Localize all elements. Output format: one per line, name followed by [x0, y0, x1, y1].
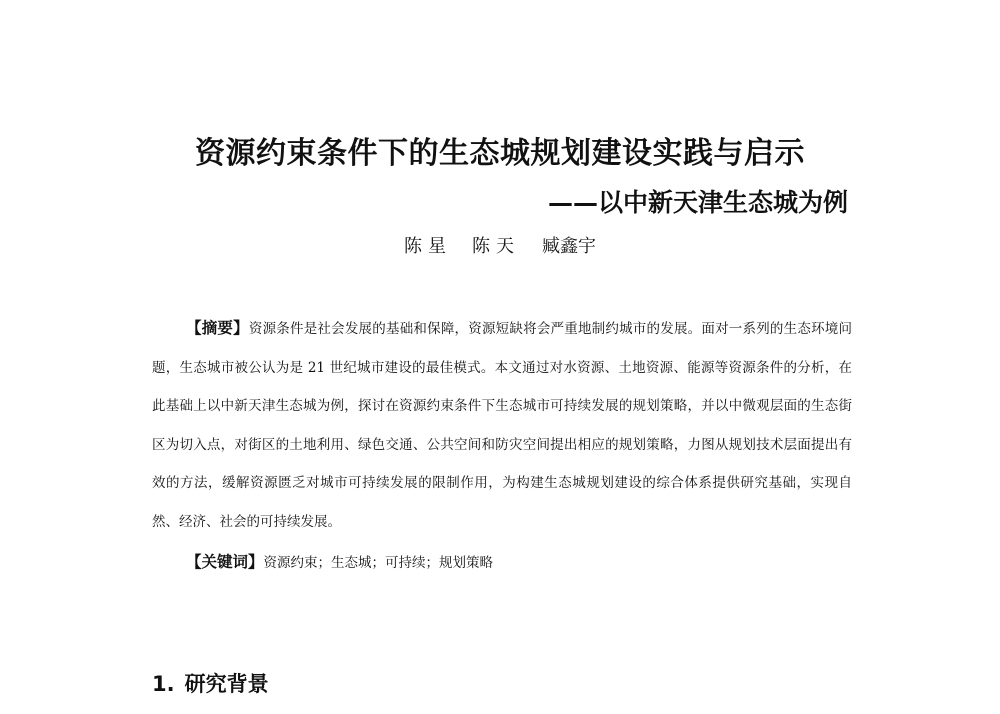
keywords-paragraph: [186, 543, 493, 583]
abstract-label: 【摘要】: [186, 319, 249, 337]
paper-subtitle: ——以中新天津生态城为例: [547, 188, 848, 217]
section-number: 1.: [152, 672, 175, 696]
keywords-text: 资源约束；生态城；可持续；规划策略: [263, 555, 494, 571]
keywords-label: 【关键词】: [186, 553, 264, 571]
section-heading: [152, 668, 269, 698]
abstract-paragraph: [152, 309, 852, 542]
author-list: [0, 232, 1000, 258]
author-name: 陈星: [404, 236, 452, 257]
author-name: 陈天: [472, 236, 520, 257]
author-name: 臧鑫宇: [542, 236, 596, 257]
paper-title: 资源约束条件下的生态城规划建设实践与启示: [195, 136, 805, 171]
abstract-text: 资源条件是社会发展的基础和保障，资源短缺将会严重地制约城市的发展。面对一系列的生态环境问题，生态城市被公认为是 21 世纪城市建设的最佳模式。本文通过对水资源、土地资源、能源等资源条件的分析，在此基础上以中新天津生态城为例，探讨在资源约束条件下生态城市可持续发展的规划策略，并以中微观层面的生态街区为切入点，对街区的土地利用、绿色交通、公共空间和防灾空间提出相应的规划策略，力图从规划技术层面提出有效的方法，缓解资源匮乏对城市可持续发展的限制作用，为构建生态城规划建设的综合体系提供研究基础，实现自然、经济、社会的可持续发展。: [152, 321, 852, 530]
section-title: 研究背景: [184, 672, 269, 696]
